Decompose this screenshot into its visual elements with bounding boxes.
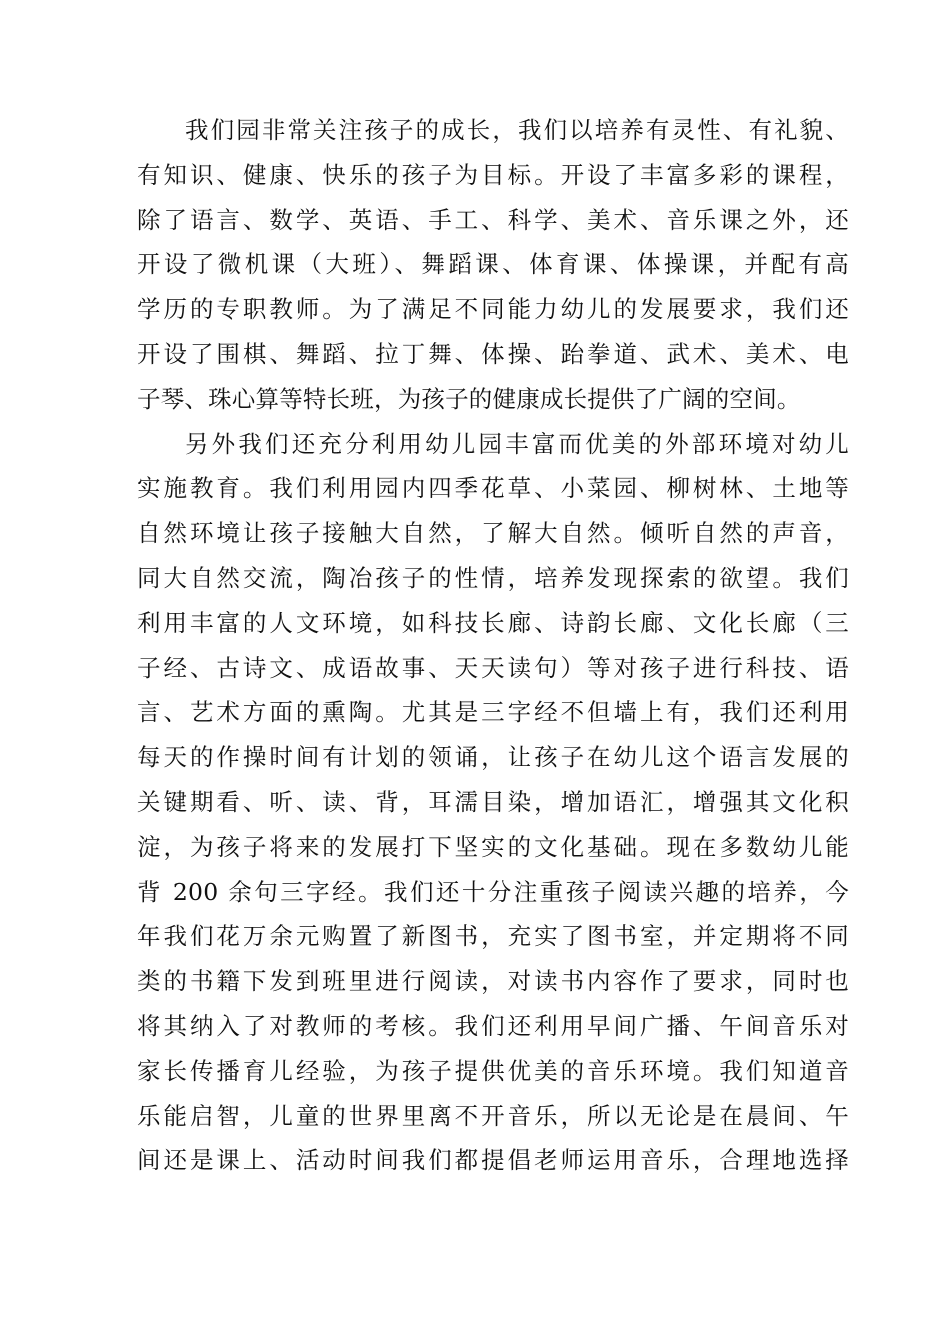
text-line: 有知识、健康、快乐的孩子为目标。开设了丰富多彩的课程， xyxy=(137,160,849,189)
text-line: 乐能启智，儿童的世界里离不开音乐，所以无论是在晨间、午 xyxy=(137,1101,849,1130)
text-line: 类的书籍下发到班里进行阅读，对读书内容作了要求，同时也 xyxy=(137,967,849,996)
text-line: 开设了微机课（大班）、舞蹈课、体育课、体操课，并配有高 xyxy=(137,250,849,279)
text-line: 自然环境让孩子接触大自然，了解大自然。倾听自然的声音， xyxy=(137,519,849,548)
text-line: 子琴、珠心算等特长班，为孩子的健康成长提供了广阔的空间。 xyxy=(137,384,801,413)
text-line: 每天的作操时间有计划的领诵，让孩子在幼儿这个语言发展的 xyxy=(137,743,849,772)
text-line: 淀，为孩子将来的发展打下坚实的文化基础。现在多数幼儿能 xyxy=(137,832,849,861)
text-line: 关键期看、听、读、背，耳濡目染，增加语汇，增强其文化积 xyxy=(137,787,849,816)
text-line: 实施教育。我们利用园内四季花草、小菜园、柳树林、土地等 xyxy=(137,474,849,503)
text-line: 家长传播育儿经验，为孩子提供优美的音乐环境。我们知道音 xyxy=(137,1056,849,1085)
text-line: 另外我们还充分利用幼儿园丰富而优美的外部环境对幼儿 xyxy=(185,429,849,458)
paragraph-2 xyxy=(137,422,849,1184)
text-line: 同大自然交流，陶冶孩子的性情，培养发现探索的欲望。我们 xyxy=(137,563,849,592)
text-line: 我们园非常关注孩子的成长，我们以培养有灵性、有礼貌、 xyxy=(185,116,849,144)
text-line: 除了语言、数学、英语、手工、科学、美术、音乐课之外，还 xyxy=(137,205,849,234)
text-line: 将其纳入了对教师的考核。我们还利用早间广播、午间音乐对 xyxy=(137,1011,849,1040)
text-line: 利用丰富的人文环境，如科技长廊、诗韵长廊、文化长廊（三 xyxy=(137,608,849,637)
text-line: 子经、古诗文、成语故事、天天读句）等对孩子进行科技、语 xyxy=(137,653,849,682)
text-line: 背 200 余句三字经。我们还十分注重孩子阅读兴趣的培养，今 xyxy=(137,877,849,906)
text-line: 间还是课上、活动时间我们都提倡老师运用音乐，合理地选择 xyxy=(137,1146,849,1175)
body-text xyxy=(137,108,849,1183)
text-line: 言、艺术方面的熏陶。尤其是三字经不但墙上有，我们还利用 xyxy=(137,698,849,727)
text-line: 年我们花万余元购置了新图书，充实了图书室，并定期将不同 xyxy=(137,922,849,951)
paragraph-1 xyxy=(137,108,849,422)
text-line: 学历的专职教师。为了满足不同能力幼儿的发展要求，我们还 xyxy=(137,295,849,324)
text-line: 开设了围棋、舞蹈、拉丁舞、体操、跆拳道、武术、美术、电 xyxy=(137,339,849,368)
